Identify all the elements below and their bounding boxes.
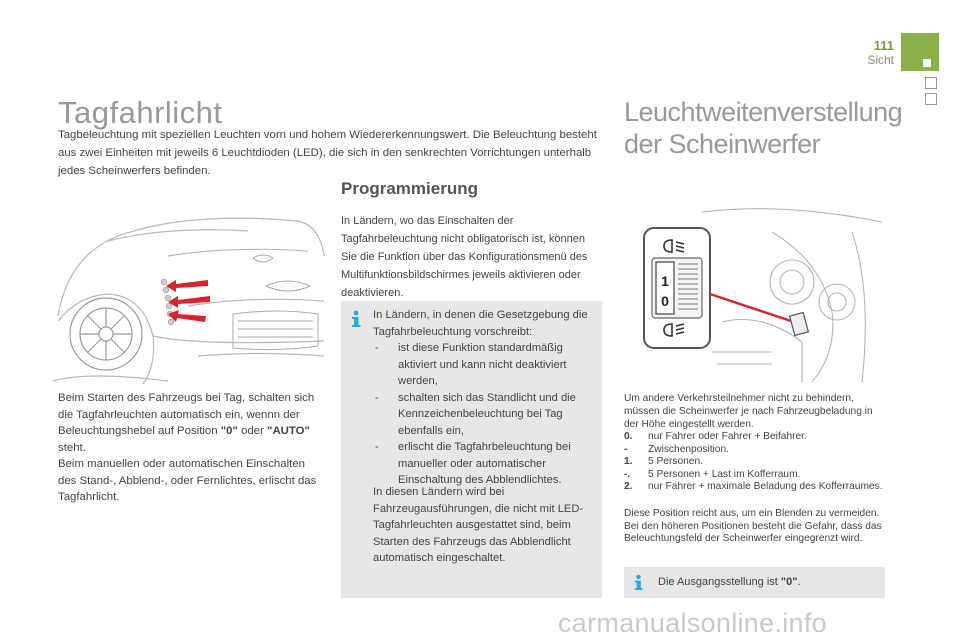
position-0: "0" [220, 425, 238, 437]
leuchtweite-tail: Diese Position reicht aus, um ein Blenden zu vermeiden. Bei den höheren Positionen besteht die Gefahr, dass das Beleuchtungsfeld der Scheinwerfer eingegrenzt wird. [624, 508, 882, 544]
programmierung-title: Programmierung [341, 179, 478, 198]
pointer-arrows [166, 280, 210, 322]
info-icon [349, 310, 363, 328]
pointer-line [710, 294, 800, 324]
watermark: carmanualsonline.info [558, 608, 827, 638]
list-item: - Zwischenposition. [624, 443, 729, 455]
section-label: Sicht [867, 53, 894, 67]
tagfahrlicht-title: Tagfahrlicht [58, 95, 223, 130]
list-item: - ist diese Funktion standardmäßig aktiviert und kann nicht deaktiviert werden, [375, 342, 567, 387]
chapter-tab-marker [923, 59, 931, 67]
list-item: - schalten sich das Standlicht und die Kennzeichenbeleuchtung bei Tag ebenfalls ein, [375, 391, 576, 437]
dashboard-dial-illustration [622, 202, 884, 386]
info-tail: In diesen Ländern wird bei Fahrzeugausführungen, die nicht mit LED-Tagfahrleuchten ausgestattet sind, beim Starten des Fahrzeugs das Abblendlicht automatisch eingeschaltet. [373, 486, 584, 564]
list-item: 2. nur Fahrer + maximale Beladung des Kofferraumes. [624, 481, 883, 492]
tagfahrlicht-body: Beim Starten des Fahrzeugs bei Tag, schalten sich die Tagfahrleuchten automatisch ein, wennn der Beleuchtungshebel auf Position "0" oder "AUTO" steht. Beim manuellen oder automatischen Einschalten des Stand-, Abblend-, oder Fernlichtes, erlischt das Tagfahrlicht. [58, 392, 317, 503]
nav-square-1[interactable] [925, 77, 937, 89]
info-list [373, 340, 597, 489]
info-lead: In Ländern, in denen die Gesetzgebung die Tagfahrbeleuchtung vorschreibt: [373, 309, 588, 338]
car-front-illustration [48, 196, 326, 386]
list-item: - erlischt die Tagfahrbeleuchtung bei manueller oder automatischer Einschaltung des Abblendlichtes. [375, 441, 571, 486]
dial-label-top: 1 [661, 273, 669, 289]
chapter-tab[interactable] [901, 33, 939, 71]
tagfahrlicht-intro: Tagbeleuchtung mit speziellen Leuchten vorn und hohem Wiedererkennungswert. Die Beleuchtung besteht aus zwei Einheiten mit jeweils 6 Leuchtdioden (LED), die sich in den senkrechten Vorrichtungen unterhalb jedes Scheinwerfers befinden. [58, 129, 597, 177]
programmierung-text: In Ländern, wo das Einschalten der Tagfahrbeleuchtung nicht obligatorisch ist, können Sie die Funktion über das Konfigurationsmenü des Multifunktionsbildschirmes jeweils aktivieren oder deaktivieren. [341, 215, 588, 299]
tagfahrlicht-body-2: Beim manuellen oder automatischen Einschalten des Stand-, Abblend-, oder Fernlichtes, erlischt das Tagfahrlicht. [58, 458, 317, 503]
position-auto: "AUTO" [267, 425, 310, 437]
list-item: 1. 5 Personen. [624, 456, 703, 467]
dial-label-bottom: 0 [661, 293, 669, 309]
list-item: -. 5 Personen + Last im Kofferraum. [624, 468, 801, 480]
list-item: 0. nur Fahrer oder Fahrer + Beifahrer. [624, 431, 807, 442]
nav-square-2[interactable] [925, 93, 937, 105]
leuchtweite-intro: Um andere Verkehrsteilnehmer nicht zu behindern, müssen die Scheinwerfer je nach Fahrzeugbeladung in der Höhe eingestellt werden. [624, 393, 873, 431]
leuchtweite-title: Leuchtweitenverstellung der Scheinwerfer [624, 97, 903, 159]
page-number: 111 [873, 38, 894, 53]
note-text: Die Ausgangsstellung ist "0". [658, 576, 801, 588]
load-positions-list [624, 431, 886, 494]
info-icon [632, 574, 645, 591]
